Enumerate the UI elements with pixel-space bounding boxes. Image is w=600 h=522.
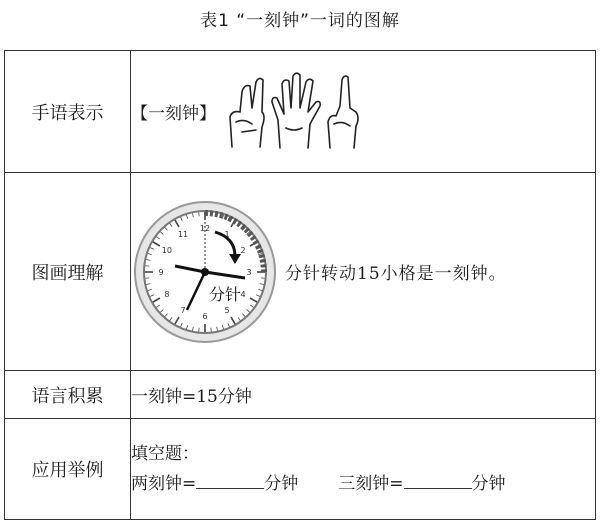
row-label-application-example: 应用举例	[5, 419, 131, 520]
clock-description: 分针转动15小格是一刻钟。	[285, 264, 507, 284]
language-cell: 一刻钟=15分钟	[131, 371, 596, 419]
table-row	[5, 371, 596, 419]
table-row	[5, 419, 596, 520]
clock-number: 10	[161, 245, 172, 255]
row-label-sign-language: 手语表示	[5, 51, 131, 173]
fill-in-title: 填空题：	[131, 444, 199, 464]
sign-text: 【一刻钟】	[131, 104, 216, 124]
question-2-prefix: 三刻钟=	[338, 474, 404, 494]
clock-number: 4	[240, 289, 246, 299]
table-title: 表1 “一刻钟”一词的图解	[200, 11, 400, 31]
clock-number: 8	[164, 289, 170, 299]
clock-diagram	[131, 198, 279, 346]
answer-blank-1[interactable]	[196, 472, 264, 489]
clock-number: 1	[224, 229, 230, 239]
example-cell	[131, 419, 596, 520]
clock-number: 11	[177, 229, 189, 239]
question-1-prefix: 两刻钟=	[131, 474, 197, 494]
clock-cell	[131, 173, 596, 371]
sign-language-hands-image	[222, 72, 372, 152]
clock-hand-label: 分针	[208, 284, 242, 304]
sign-language-cell	[131, 51, 596, 173]
illustration-table	[4, 50, 596, 520]
clock-number: 6	[202, 311, 208, 321]
answer-blank-2[interactable]	[404, 472, 472, 489]
clock-number: 2	[240, 245, 246, 255]
clock-number: 9	[158, 267, 164, 277]
table-row	[5, 51, 596, 173]
clock-number: 12	[199, 223, 211, 233]
row-label-picture-understanding: 图画理解	[5, 173, 131, 371]
clock-number: 3	[246, 267, 252, 277]
table-row	[5, 173, 596, 371]
question-1-suffix: 分钟	[264, 474, 299, 494]
fill-in-questions	[131, 469, 595, 499]
row-label-language-accumulation: 语言积累	[5, 371, 131, 419]
clock-number: 7	[180, 305, 186, 315]
clock-number: 5	[224, 305, 230, 315]
question-2-suffix: 分钟	[471, 474, 506, 494]
